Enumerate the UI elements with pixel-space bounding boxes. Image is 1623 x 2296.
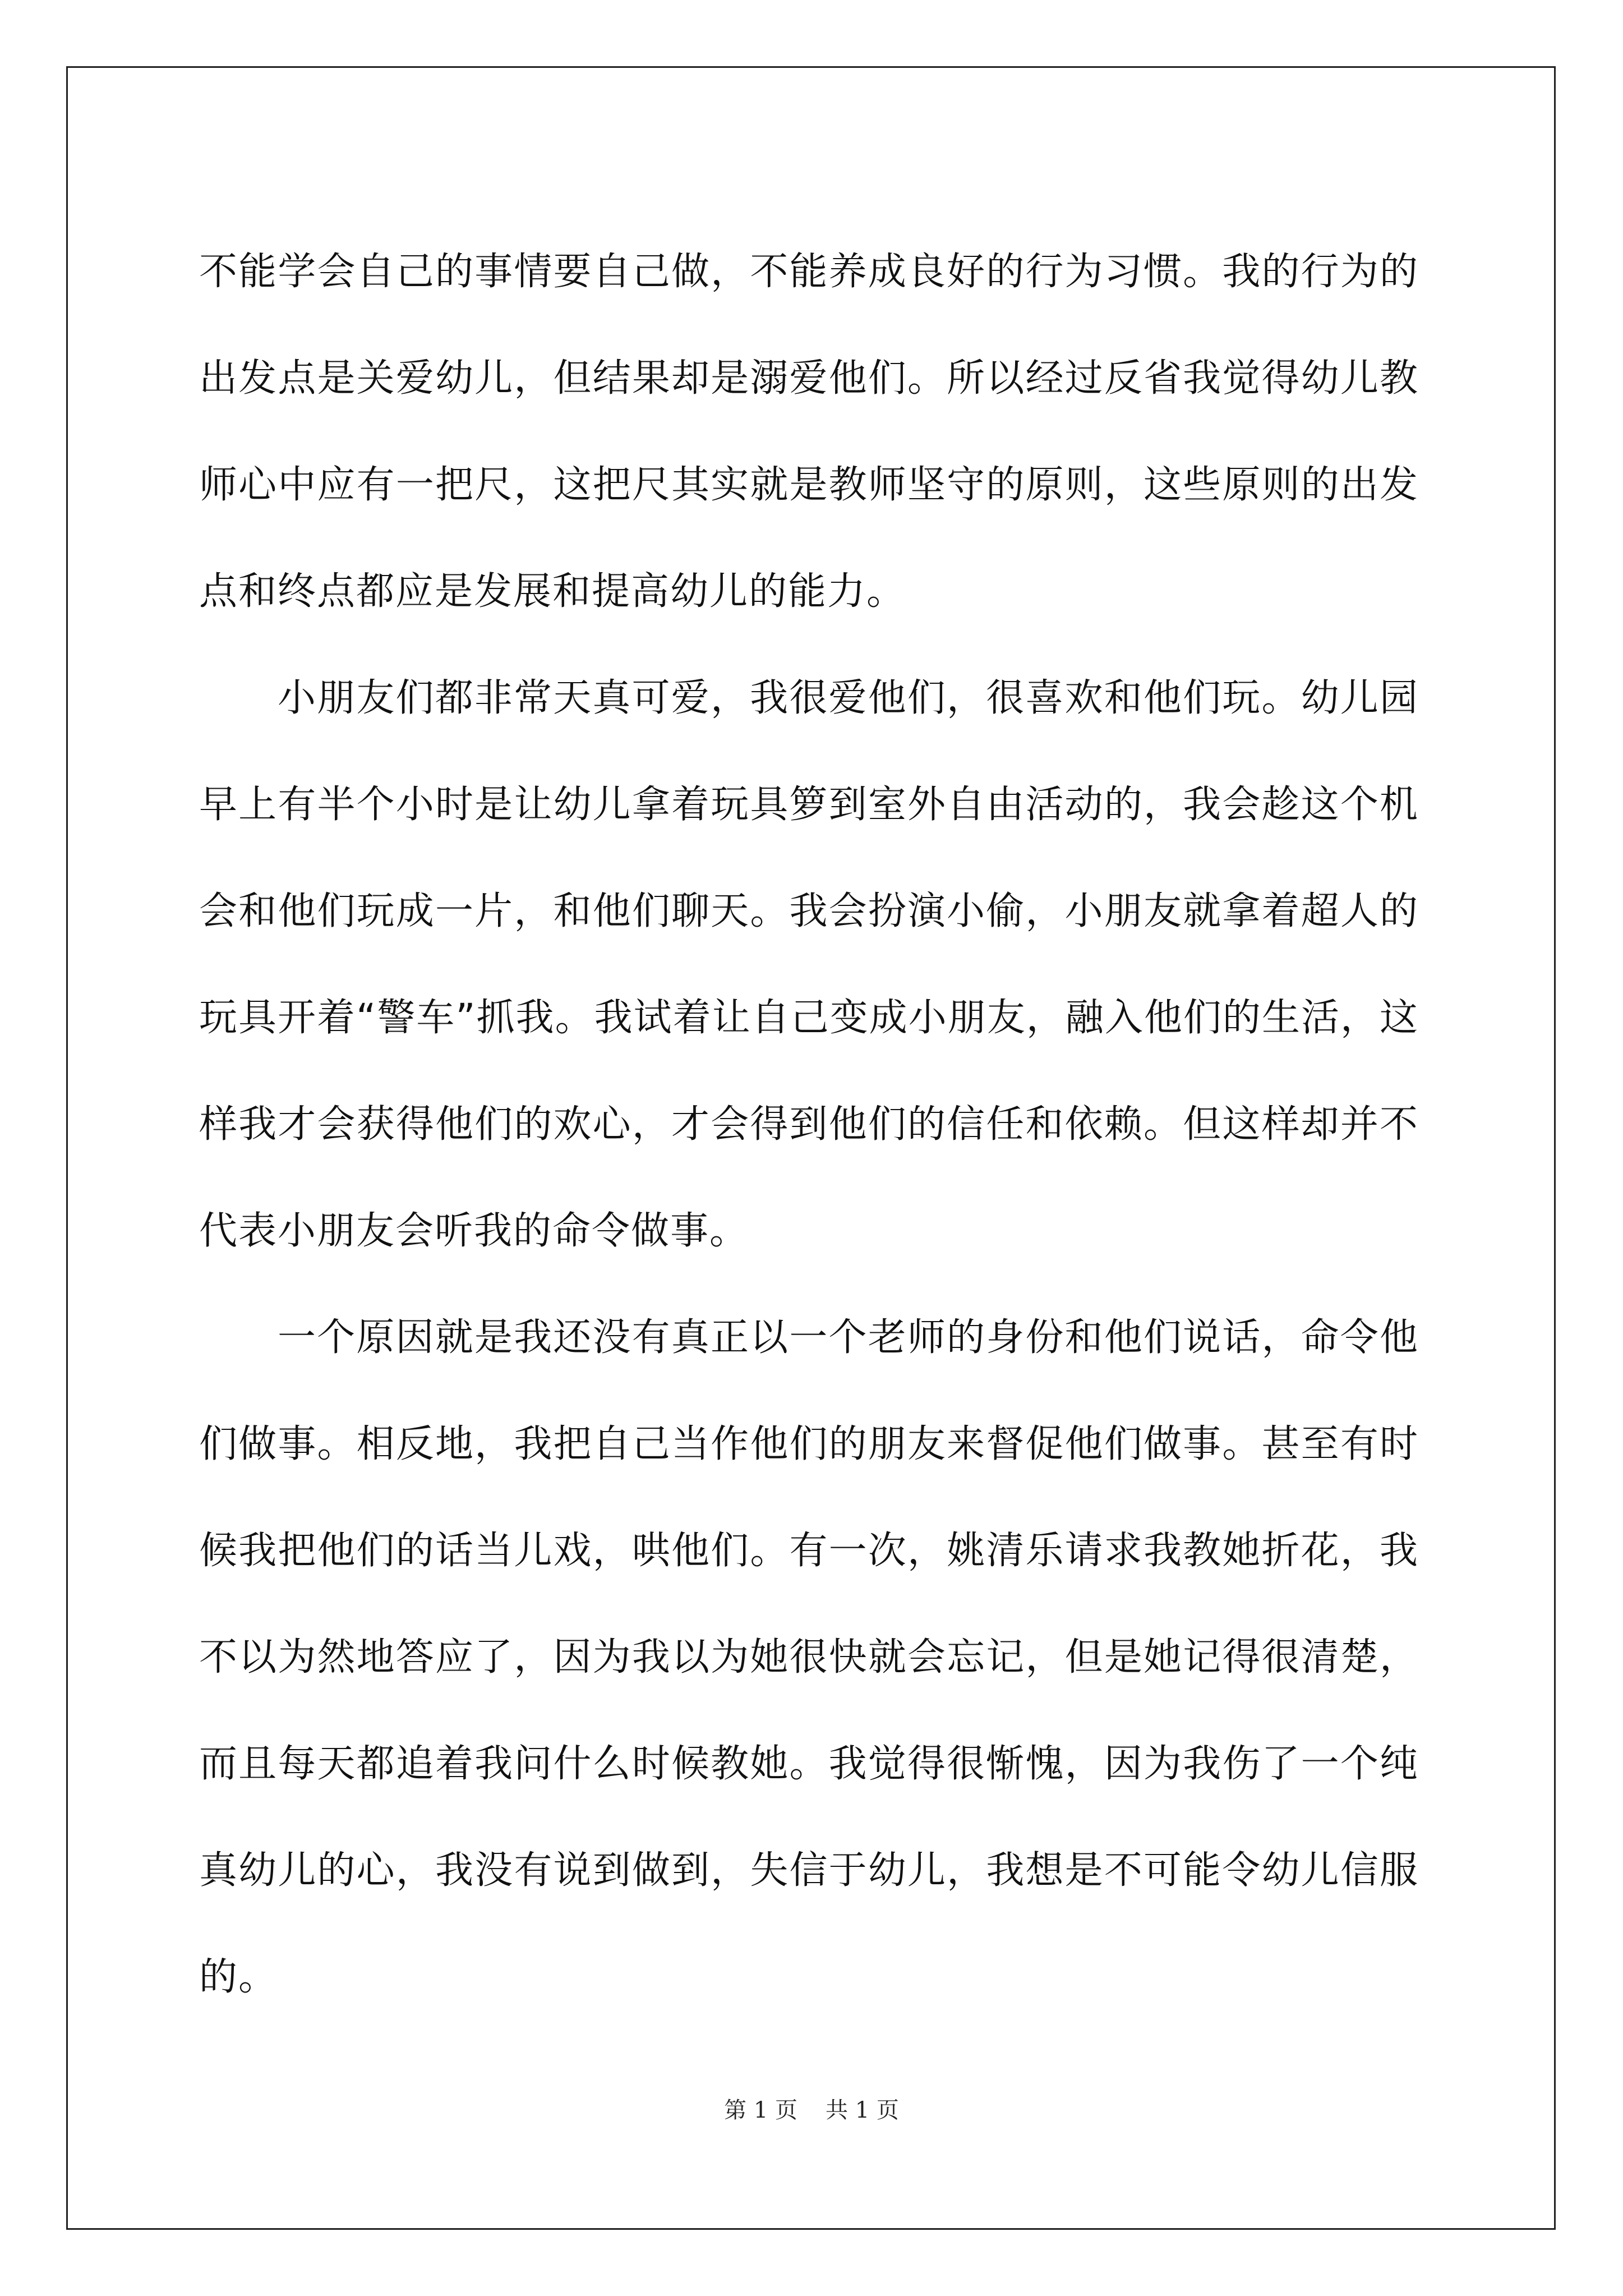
paragraph-3: 一个原因就是我还没有真正以一个老师的身份和他们说话，命令他们做事。相反地，我把自己当作他们的朋友来督促他们做事。甚至有时候我把他们的话当儿戏，哄他们。有一次，姚清乐请求我教她折花，我不以为然地答应了，因为我以为她很快就会忘记，但是她记得很清楚，而且每天都追着我问什么时候教她。我觉得很惭愧，因为我伤了一个纯真幼儿的心，我没有说到做到，失信于幼儿，我想是不可能令幼儿信服的。 [199,1315,1419,1999]
page-footer [0,2092,1623,2124]
paragraph-1: 不能学会自己的事情要自己做，不能养成良好的行为习惯。我的行为的出发点是关爱幼儿，但结果却是溺爱他们。所以经过反省我觉得幼儿教师心中应有一把尺，这把尺其实就是教师坚守的原则，这些原则的出发点和终点都应是发展和提高幼儿的能力。 [199,250,1419,614]
document-body [199,219,1419,2031]
paragraph-2: 小朋友们都非常天真可爱，我很爱他们，很喜欢和他们玩。幼儿园早上有半个小时是让幼儿拿着玩具箩到室外自由活动的，我会趁这个机会和他们玩成一片，和他们聊天。我会扮演小偷，小朋友就拿着超人的玩具开着“警车”抓我。我试着让自己变成小朋友，融入他们的生活，这样我才会获得他们的欢心，才会得到他们的信任和依赖。但这样却并不代表小朋友会听我的命令做事。 [199,676,1419,1253]
page-number-current: 第 1 页 [724,2097,797,2123]
page-number-total: 共 1 页 [826,2097,899,2123]
